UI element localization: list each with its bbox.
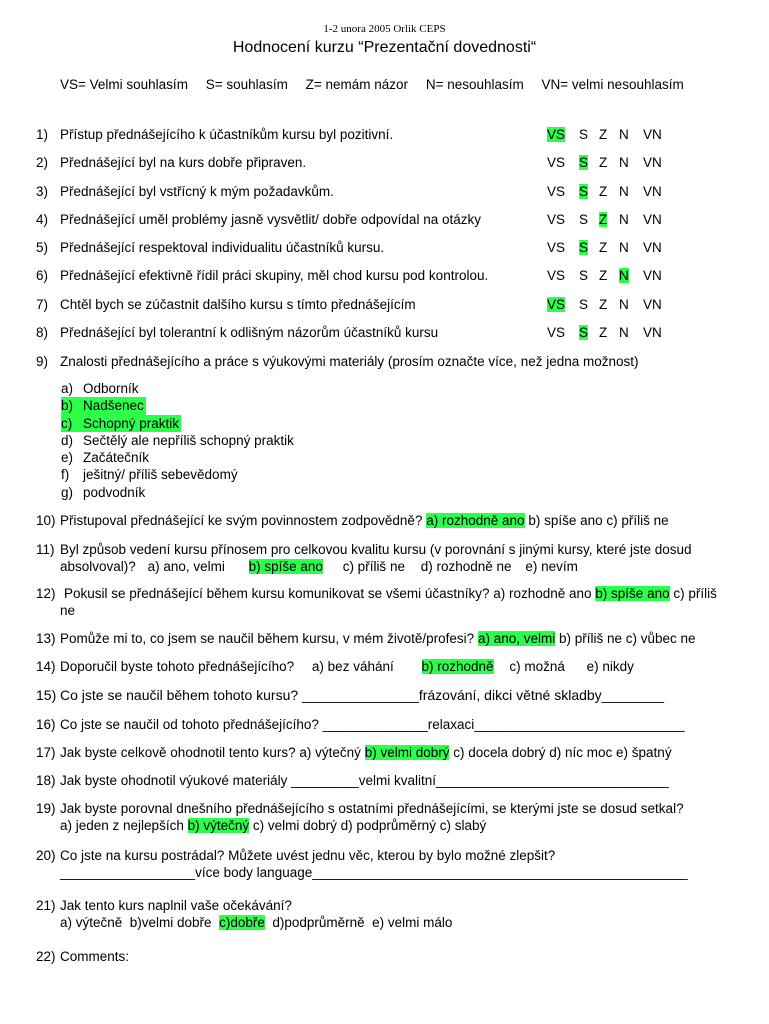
rating-option-z[interactable]: Z <box>599 240 608 255</box>
question-text-cont: ne <box>60 603 76 618</box>
rating-option-z[interactable]: Z <box>599 184 608 199</box>
question-12: 12) Pokusil se přednášející během kursu komunikovat se všemi účastníky? a) rozhodně ano b) spíše ano c) příliš ne <box>36 585 746 619</box>
rating-option-vs[interactable]: VS <box>547 325 566 340</box>
answer-a[interactable]: a) ano, velmi <box>147 559 225 574</box>
other-answers-2: d)podprůměrně e) velmi málo <box>264 915 453 930</box>
rating-option-s[interactable]: S <box>579 297 589 312</box>
rating-option-vs[interactable]: VS <box>547 184 566 199</box>
question-text: Co jste se naučil od tohoto přednášejícího? ______________relaxaci____________________________ <box>60 717 685 732</box>
rating-option-vn[interactable]: VN <box>643 297 662 312</box>
selected-answer[interactable]: b) výtečný <box>187 818 250 833</box>
question-text: Jak byste ohodnotil výukové materiály _________velmi kvalitní_______________________________ <box>60 773 669 788</box>
question-text: Přístup přednášejícího k účastníkům kursu byl pozitivní. <box>60 127 394 142</box>
question-text: Přednášející byl tolerantní k odlišným názorům účastníků kursu <box>60 325 439 340</box>
rating-option-vs[interactable]: VS <box>547 240 566 255</box>
option-letter: f) <box>61 467 70 483</box>
rating-option-vn[interactable]: VN <box>643 155 662 170</box>
question-19: 19) Jak byste porovnal dnešního přednášejícího s ostatními přednášejícími, se kterými jste se dosud setkal? a) jeden z nejlepších b) výtečný c) velmi dobrý d) podprůměrný c) slabý <box>36 800 746 834</box>
answer-c[interactable]: c) příliš ne <box>342 559 405 574</box>
answer-a[interactable]: a) bez váhání <box>311 659 394 674</box>
question-14: 14) Doporučil byste tohoto přednášejícího? a) bez váhání b) rozhodně c) možná e) nikdy <box>36 659 634 674</box>
question-text: Jak byste porovnal dnešního přednášejícího s ostatními přednášejícími, se kterými jste se dosud setkal? <box>60 801 684 816</box>
question-text: Byl způsob vedení kursu přínosem pro celkovou kvalitu kursu (v porovnání s jinými kursy, které jste dosud <box>60 542 692 557</box>
question-text: Přednášející byl vstřícný k mým požadavkům. <box>60 184 334 199</box>
rating-option-vn[interactable]: VN <box>643 325 662 340</box>
question-text: Přistupoval přednášející ke svým povinnostem zodpovědně? <box>60 513 423 528</box>
other-answers: b) spíše ano c) příliš ne <box>528 513 669 528</box>
rating-option-vs[interactable]: VS <box>547 127 566 142</box>
option-text: Odborník <box>83 381 139 396</box>
question-5: 5) Přednášející respektoval individualitu účastníků kursu. VS S Z N VN <box>36 240 662 255</box>
question-11: 11) Byl způsob vedení kursu přínosem pro celkovou kvalitu kursu (v porovnání s jinými kursy, které jste dosud absolvoval)? a) ano, velmi b) spíše ano c) příliš ne d) rozhodně ne e) nevím <box>36 541 746 575</box>
rating-option-n[interactable]: N <box>619 268 629 283</box>
option-row[interactable] <box>61 415 294 432</box>
rating-option-vs[interactable]: VS <box>547 268 566 283</box>
selected-answer[interactable]: b) spíše ano <box>248 559 323 574</box>
rating-option-vn[interactable]: VN <box>643 268 662 283</box>
other-answers: a) výtečně b)velmi dobře <box>60 915 220 930</box>
option-letter: g) <box>61 484 74 500</box>
rating-option-s[interactable]: S <box>579 325 589 340</box>
rating-option-vn[interactable]: VN <box>643 127 662 142</box>
question-text: Znalosti přednášejícího a práce s výukovými materiály (prosím označte více, než jedna možnost) <box>60 354 639 369</box>
question-8: 8) Přednášející byl tolerantní k odlišným názorům účastníků kursu VS S Z N VN <box>36 325 662 340</box>
answer-e[interactable]: e) nevím <box>525 559 578 574</box>
question-text: Co jste se naučil během tohoto kursu? _______________frázování, dikci větné skladby________ <box>60 687 664 703</box>
rating-option-z[interactable]: Z <box>599 268 608 283</box>
scale-legend <box>60 77 698 92</box>
option-row[interactable] <box>61 380 294 397</box>
option-row[interactable] <box>61 449 294 466</box>
option-text: Začátečník <box>83 450 150 466</box>
rating-option-s[interactable]: S <box>579 212 589 227</box>
question-text: Jak tento kurs naplnil vaše očekávání? <box>60 898 292 913</box>
option-letter: a) <box>61 381 74 396</box>
rating-option-z[interactable]: Z <box>599 212 608 227</box>
rating-option-z[interactable]: Z <box>599 297 608 312</box>
legend-s: S= souhlasím <box>205 77 288 92</box>
question-text: Co jste na kursu postrádal? Můžete uvést jednu věc, kterou by bylo možné zlepšit? <box>60 848 556 863</box>
selected-answer[interactable]: b) rozhodně <box>421 659 494 674</box>
option-text: Schopný praktik <box>83 415 180 431</box>
question-1: 1) Přístup přednášejícího k účastníkům kursu byl pozitivní. VS S Z N VN <box>36 127 662 142</box>
rating-option-s[interactable]: S <box>579 155 589 170</box>
selected-answer[interactable]: b) spíše ano <box>595 586 670 601</box>
question-13: 13) Pomůže mi to, co jsem se naučil během kursu, v mém životě/profesi? a) ano, velmi b) příliš ne c) vůbec ne <box>36 631 696 646</box>
question-4: 4) Přednášející uměl problémy jasně vysvětlit/ dobře odpovídal na otázky VS S Z N VN <box>36 212 662 227</box>
rating-option-n[interactable]: N <box>619 155 629 170</box>
question-text: Přednášející efektivně řídil práci skupiny, měl chod kursu pod kontrolou. <box>60 268 489 283</box>
other-answers: b) příliš ne c) vůbec ne <box>555 631 696 646</box>
rating-option-z[interactable]: Z <box>599 127 608 142</box>
selected-answer[interactable]: a) ano, velmi <box>477 631 556 646</box>
answer-e[interactable]: e) nikdy <box>586 659 634 674</box>
answer-c[interactable]: c) možná <box>509 659 565 674</box>
answer-line[interactable]: __________________více body language__________________________________________________ <box>60 865 688 880</box>
rating-option-s[interactable]: S <box>579 240 589 255</box>
rating-option-z[interactable]: Z <box>599 325 608 340</box>
question-17: 17) Jak byste celkově ohodnotil tento kurs? a) výtečný b) velmi dobrý c) docela dobrý d) níc moc e) špatný <box>36 745 672 760</box>
option-row[interactable] <box>61 432 294 449</box>
option-row[interactable] <box>61 397 294 414</box>
question-text: Přednášející uměl problémy jasně vysvětlit/ dobře odpovídal na otázky <box>60 212 481 227</box>
answer-a[interactable]: a) jeden z nejlepších <box>60 818 184 833</box>
question-6: 6) Přednášející efektivně řídil práci skupiny, měl chod kursu pod kontrolou. VS S Z N VN <box>36 268 662 283</box>
form-title: Hodnocení kurzu “Prezentační dovednosti“ <box>232 39 537 56</box>
selected-answer[interactable]: c)dobře <box>219 915 265 930</box>
rating-option-vs[interactable]: VS <box>547 155 566 170</box>
rating-option-n[interactable]: N <box>619 184 629 199</box>
question-text-cont: absolvoval)? <box>60 559 136 574</box>
option-text: podvodník <box>83 484 146 500</box>
question-7: 7) Chtěl bych se zúčastnit dalšího kursu s tímto přednášejícím VS S Z N VN <box>36 297 662 312</box>
option-row[interactable] <box>61 484 294 501</box>
rating-option-vn[interactable]: VN <box>643 184 662 199</box>
option-letter: c) <box>61 415 73 431</box>
rating-option-vs[interactable]: VS <box>547 297 566 312</box>
question-text: Doporučil byste tohoto přednášejícího? <box>60 659 295 674</box>
answer-d[interactable]: d) rozhodně ne <box>420 559 512 574</box>
rating-option-vs[interactable]: VS <box>547 212 566 227</box>
option-text: Nadšenec <box>83 398 144 414</box>
option-letter: e) <box>61 450 74 466</box>
question-9: 9) Znalosti přednášejícího a práce s výukovými materiály (prosím označte více, než jedna možnost) <box>36 353 746 370</box>
question-16: 16) Co jste se naučil od tohoto přednášejícího? ______________relaxaci____________________________ <box>36 716 746 733</box>
question-20: 20) Co jste na kursu postrádal? Můžete uvést jednu věc, kterou by bylo možné zlepšit? __________________více body language__________________________________________________ <box>36 847 746 881</box>
rating-option-n[interactable]: N <box>619 240 629 255</box>
question-text: Chtěl bych se zúčastnit dalšího kursu s tímto přednášejícím <box>60 297 416 312</box>
question-text: Přednášející byl na kurs dobře připraven. <box>60 155 307 170</box>
question-text: Přednášející respektoval individualitu účastníků kursu. <box>60 240 385 255</box>
option-letter: b) <box>61 398 74 414</box>
other-answers: c) velmi dobrý d) podprůměrný c) slabý <box>249 818 487 833</box>
rating-option-n[interactable]: N <box>619 212 629 227</box>
question-text: Pokusil se přednášející během kursu komunikovat se všemi účastníky? a) rozhodně ano <box>64 586 592 601</box>
other-answers: c) docela dobrý d) níc moc e) špatný <box>449 745 672 760</box>
comments-label: Comments: <box>60 949 130 964</box>
question-18: 18) Jak byste ohodnotil výukové materiály _________velmi kvalitní_______________________________ <box>36 772 746 789</box>
legend-z: Z= nemám názor <box>305 77 409 92</box>
question-21: 21) Jak tento kurs naplnil vaše očekávání? a) výtečně b)velmi dobře c)dobře d)podprůměrně e) velmi málo <box>36 897 746 931</box>
rating-option-s[interactable]: S <box>579 127 589 142</box>
rating-option-z[interactable]: Z <box>599 155 608 170</box>
question-3: 3) Přednášející byl vstřícný k mým požadavkům. VS S Z N VN <box>36 184 662 199</box>
rating-option-vn[interactable]: VN <box>643 212 662 227</box>
selected-answer[interactable]: b) velmi dobrý <box>364 745 450 760</box>
question-22: 22) Comments: <box>36 948 746 965</box>
rating-option-s[interactable]: S <box>579 268 589 283</box>
rating-option-s[interactable]: S <box>579 184 589 199</box>
rating-option-n[interactable]: N <box>619 127 629 142</box>
legend-vn: VN= velmi nesouhlasím <box>541 77 684 92</box>
question-text: Pomůže mi to, co jsem se naučil během kursu, v mém životě/profesi? <box>60 631 475 646</box>
rating-option-n[interactable]: N <box>619 325 629 340</box>
rating-option-vn[interactable]: VN <box>643 240 662 255</box>
option-text: ješitný/ příliš sebevědomý <box>83 467 238 483</box>
question-2: 2) Přednášející byl na kurs dobře připraven. VS S Z N VN <box>36 155 662 170</box>
rating-option-n[interactable]: N <box>619 297 629 312</box>
question-text: Jak byste celkově ohodnotil tento kurs? a) výtečný <box>60 745 361 760</box>
question-9-options <box>61 380 294 501</box>
option-letter: d) <box>61 432 74 448</box>
legend-vs: VS= Velmi souhlasím <box>60 77 188 92</box>
question-10: 10) Přistupoval přednášející ke svým povinnostem zodpovědně? a) rozhodně ano b) spíše ano c) příliš ne <box>36 513 669 528</box>
event-line: 1-2 unora 2005 Orlik CEPS <box>323 23 446 35</box>
option-row[interactable] <box>61 466 294 483</box>
selected-answer[interactable]: a) rozhodně ano <box>426 513 525 528</box>
legend-n: N= nesouhlasím <box>425 77 524 92</box>
question-15: 15) Co jste se naučil během tohoto kursu? _______________frázování, dikci větné skladby________ <box>36 687 746 704</box>
option-text: Sečtělý ale nepříliš schopný praktik <box>83 432 294 448</box>
other-answers: c) příliš <box>669 586 717 601</box>
